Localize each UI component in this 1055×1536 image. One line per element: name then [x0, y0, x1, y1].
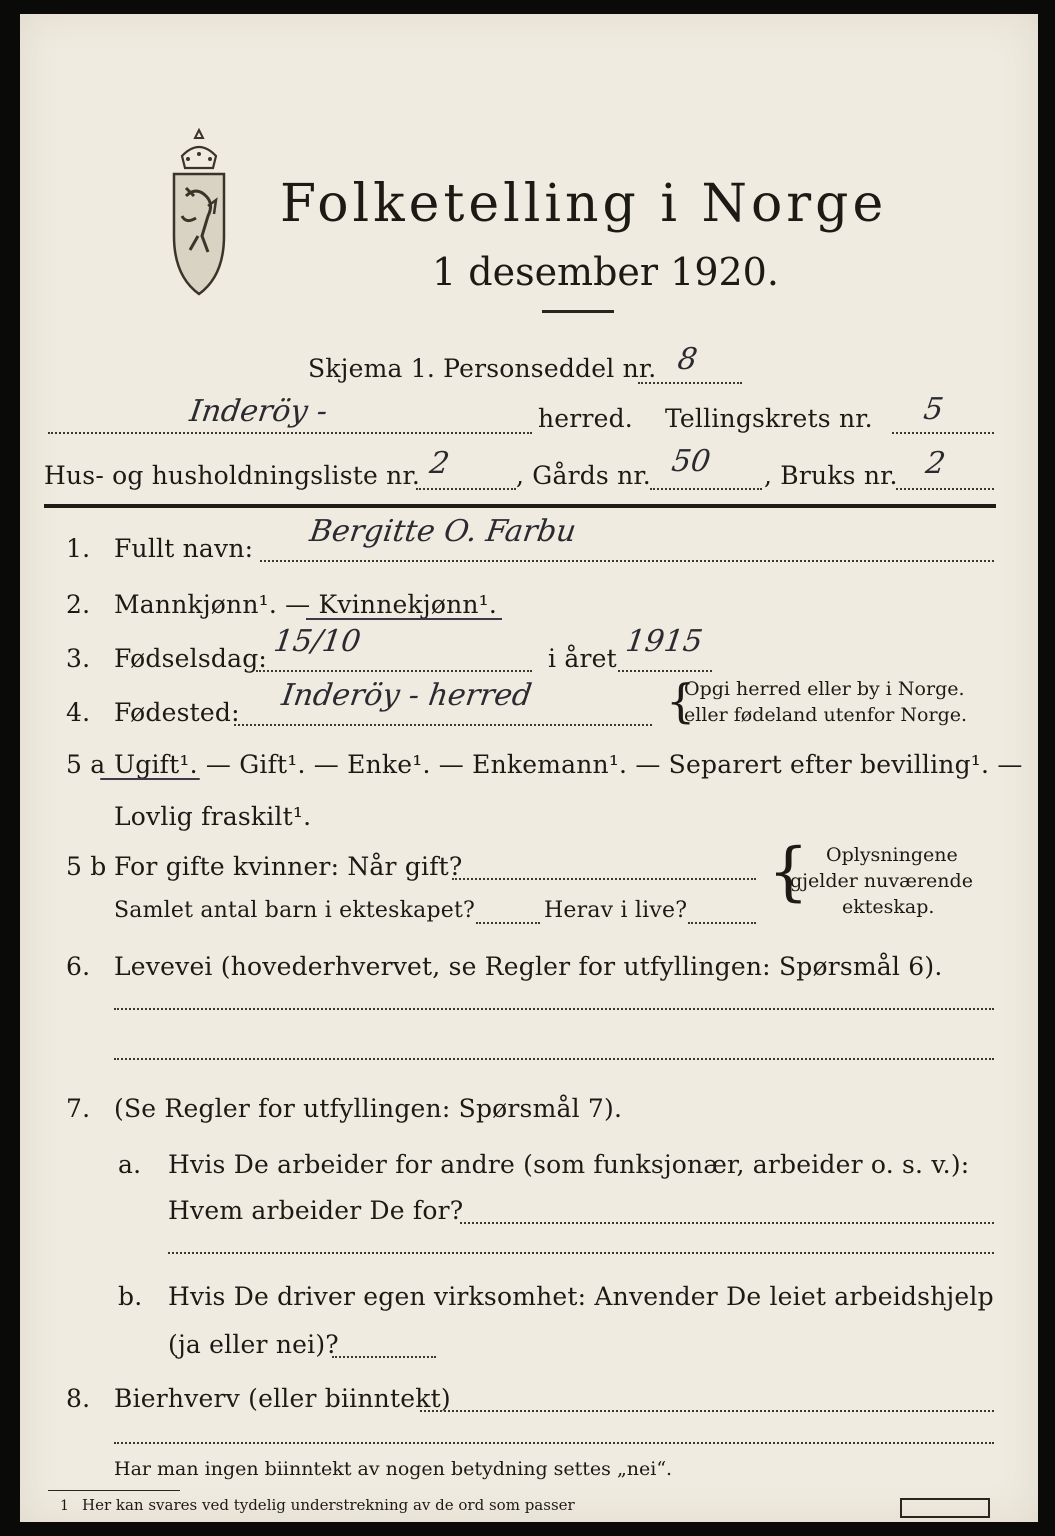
hus-label: Hus- og husholdningsliste nr.: [44, 461, 421, 490]
q4-note-2: eller fødeland utenfor Norge.: [684, 704, 968, 726]
q7b-number: b.: [118, 1282, 143, 1311]
form-date: 1 desember 1920.: [432, 250, 779, 294]
q5b-label: For gifte kvinner: Når gift?: [114, 852, 463, 881]
q2-label: Mannkjønn¹. — Kvinnekjønn¹.: [114, 590, 498, 619]
q8-field-2[interactable]: [114, 1442, 994, 1444]
q8-label: Bierhverv (eller biinntekt): [114, 1384, 451, 1413]
q3-field[interactable]: [256, 670, 532, 672]
q1-value: Bergitte O. Farbu: [307, 514, 579, 549]
q3-value: 15/10: [271, 624, 363, 659]
q7a-field-1[interactable]: [460, 1222, 994, 1224]
q5a-underline: [100, 778, 200, 780]
footer-note: Har man ingen biinntekt av nogen betydning settes „nei“.: [114, 1458, 673, 1480]
q4-value: Inderöy - herred: [279, 678, 534, 713]
printer-stamp: [900, 1498, 990, 1518]
herred-label: herred.: [538, 404, 633, 433]
q5b-label-2: Samlet antal barn i ekteskapet?: [114, 898, 476, 923]
q3-year-field[interactable]: [618, 670, 712, 672]
q4-field[interactable]: [234, 724, 652, 726]
coat-of-arms-icon: [168, 126, 230, 296]
q6-label: Levevei (hovederhvervet, se Regler for utfyllingen: Spørsmål 6).: [114, 952, 943, 981]
herred-value: Inderöy -: [187, 394, 330, 429]
q5b-married-field[interactable]: [452, 878, 756, 880]
q5b-label-3: Herav i live?: [544, 898, 688, 923]
q3-number: 3.: [66, 644, 91, 673]
q7b-label: Hvis De driver egen virksomhet: Anvender De leiet arbeidshjelp: [168, 1282, 994, 1311]
q7a-number: a.: [118, 1150, 142, 1179]
q7-label: (Se Regler for utfyllingen: Spørsmål 7).: [114, 1094, 623, 1123]
q5a-number: 5 a: [66, 750, 106, 779]
q1-number: 1.: [66, 534, 91, 563]
footnote-number: 1: [60, 1498, 69, 1514]
q3-year-value: 1915: [623, 624, 705, 659]
q6-field-1[interactable]: [114, 1008, 994, 1010]
q7b-field[interactable]: [332, 1356, 436, 1358]
herred-field[interactable]: [48, 432, 532, 434]
bruks-label: , Bruks nr.: [764, 461, 898, 490]
q5b-note-brace: {: [768, 835, 809, 909]
q4-number: 4.: [66, 698, 91, 727]
footnote-text: Her kan svares ved tydelig understrekning av de ord som passer: [82, 1496, 575, 1514]
q8-field-1[interactable]: [420, 1410, 994, 1412]
q5b-note-1: Oplysningene: [826, 844, 958, 866]
q5a-label-2: Lovlig fraskilt¹.: [114, 802, 312, 831]
q4-note-1: Opgi herred eller by i Norge.: [684, 678, 965, 700]
q2-number: 2.: [66, 590, 91, 619]
q5a-label: Ugift¹. — Gift¹. — Enke¹. — Enkemann¹. — Separert efter bevilling¹. —: [114, 750, 1023, 779]
q7a-label: Hvis De arbeider for andre (som funksjonær, arbeider o. s. v.):: [168, 1150, 970, 1179]
q7a-field-2[interactable]: [168, 1252, 994, 1254]
tellingskrets-label: Tellingskrets nr.: [665, 404, 873, 433]
q5b-alive-field[interactable]: [688, 922, 756, 924]
q8-number: 8.: [66, 1384, 91, 1413]
bruks-value: 2: [923, 446, 948, 481]
form-title: Folketelling i Norge: [280, 174, 888, 234]
q5b-note-2: gjelder nuværende: [790, 870, 973, 892]
q2-underline: [306, 618, 502, 620]
census-form: [20, 14, 1038, 1522]
q6-number: 6.: [66, 952, 91, 981]
q7a-label-2: Hvem arbeider De for?: [168, 1196, 464, 1225]
q5b-children-field[interactable]: [476, 922, 540, 924]
q1-label: Fullt navn:: [114, 534, 254, 563]
q3-label: Fødselsdag:: [114, 644, 268, 673]
gards-value: 50: [669, 444, 713, 479]
q1-field[interactable]: [260, 560, 994, 562]
footnote-divider: [48, 1490, 180, 1491]
q5b-note-3: ekteskap.: [842, 896, 935, 918]
schema-label: Skjema 1. Personseddel nr.: [308, 354, 657, 383]
q7-number: 7.: [66, 1094, 91, 1123]
bruks-field[interactable]: [896, 488, 994, 490]
q3-year-label: i året: [548, 644, 617, 673]
schema-field[interactable]: [638, 382, 742, 384]
gards-label: , Gårds nr.: [516, 461, 651, 490]
header-divider: [44, 504, 996, 508]
tellingskrets-field[interactable]: [892, 432, 994, 434]
q4-label: Fødested:: [114, 698, 240, 727]
gards-field[interactable]: [650, 488, 762, 490]
title-divider: [542, 310, 614, 313]
q4-note-brace: {: [666, 674, 696, 728]
q5b-number: 5 b: [66, 852, 107, 881]
tellingskrets-value: 5: [921, 392, 946, 427]
hus-value: 2: [427, 446, 452, 481]
schema-value: 8: [675, 342, 700, 377]
hus-field[interactable]: [416, 488, 516, 490]
q7b-label-2: (ja eller nei)?: [168, 1330, 339, 1359]
q6-field-2[interactable]: [114, 1058, 994, 1060]
